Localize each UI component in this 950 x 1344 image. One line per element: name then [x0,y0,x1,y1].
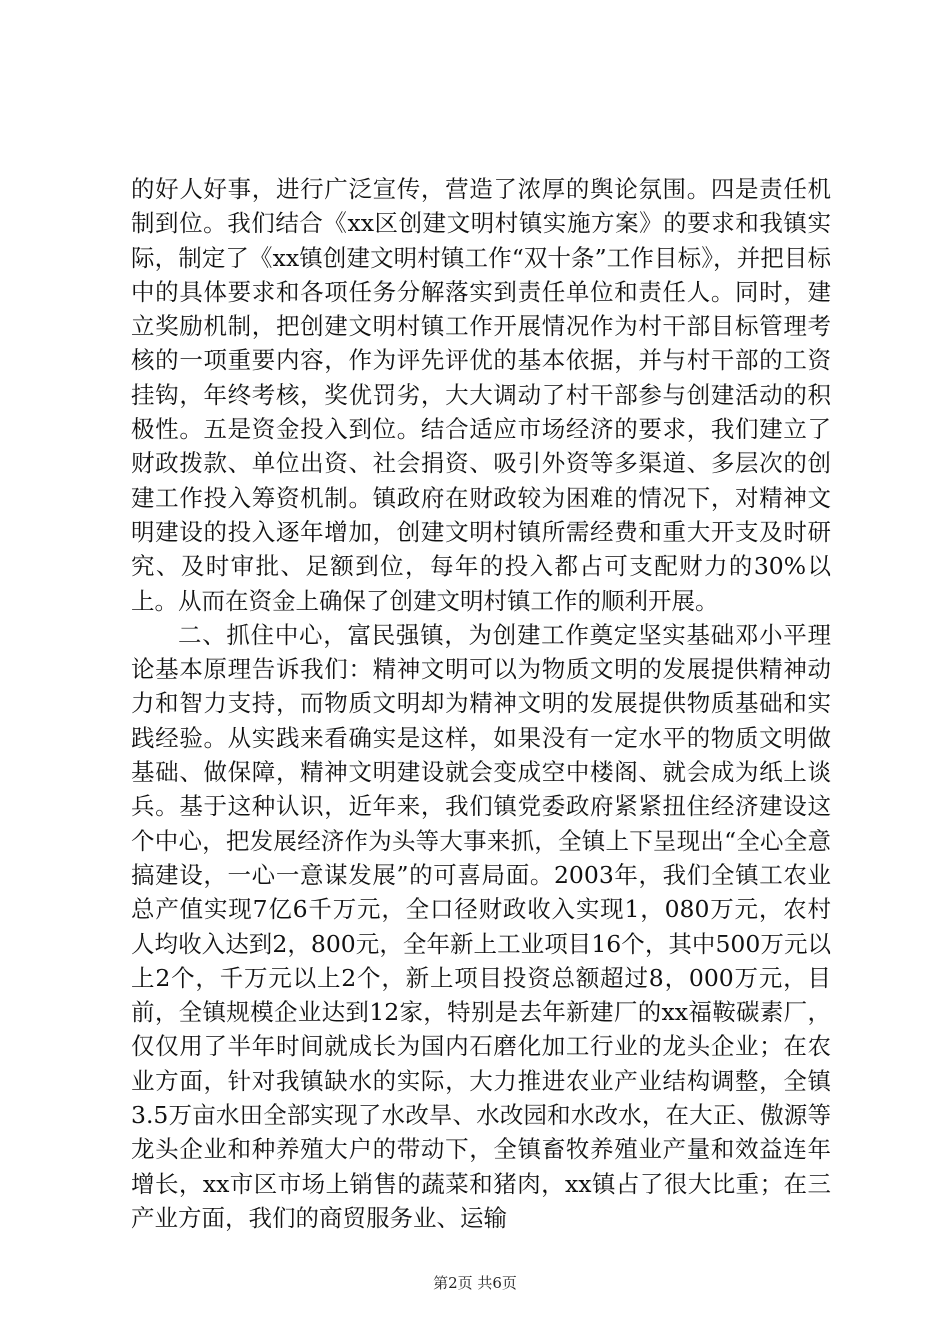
page-number-label: 第2页 共6页 [433,1274,517,1292]
paragraph-2: 二、抓住中心，富民强镇，为创建工作奠定坚实基础邓小平理论基本原理告诉我们：精神文明可以为物质文明的发展提供精神动力和智力支持，而物质文明却为精神文明的发展提供物质基础和实践经验。从实践来看确实是这样，如果没有一定水平的物质文明做基础、做保障，精神文明建设就会变成空中楼阁、就会成为纸上谈兵。基于这种认识，近年来，我们镇党委政府紧紧扭住经济建设这个中心，把发展经济作为头等大事来抓，全镇上下呈现出“全心全意搞建设，一心一意谋发展”的可喜局面。2003年，我们全镇工农业总产值实现7亿6千万元，全口径财政收入实现1，080万元，农村人均收入达到2，800元，全年新上工业项目16个，其中500万元以上2个，千万元以上2个，新上项目投资总额超过8，000万元，目前，全镇规模企业达到12家，特别是去年新建厂的xx福鞍碳素厂，仅仅用了半年时间就成长为国内石磨化加工行业的龙头企业；在农业方面，针对我镇缺水的实际，大力推进农业产业结构调整，全镇3.5万亩水田全部实现了水改旱、水改园和水改水，在大正、傲源等龙头企业和种养殖大户的带动下，全镇畜牧养殖业产量和效益连年增长，xx市区市场上销售的蔬菜和猪肉，xx镇占了很大比重；在三产业方面，我们的商贸服务业、运输 [131,620,831,1232]
page-footer [0,1272,950,1293]
paragraph-1: 的好人好事，进行广泛宣传，营造了浓厚的舆论氛围。四是责任机制到位。我们结合《xx区创建文明村镇实施方案》的要求和我镇实际，制定了《xx镇创建文明村镇工作“双十条”工作目标》，并把目标中的具体要求和各项任务分解落实到责任单位和责任人。同时，建立奖励机制，把创建文明村镇工作开展情况作为村干部目标管理考核的一项重要内容，作为评先评优的基本依据，并与村干部的工资挂钩，年终考核，奖优罚劣，大大调动了村干部参与创建活动的积极性。五是资金投入到位。结合适应市场经济的要求，我们建立了财政拨款、单位出资、社会捐资、吸引外资等多渠道、多层次的创建工作投入筹资机制。镇政府在财政较为困难的情况下，对精神文明建设的投入逐年增加，创建文明村镇所需经费和重大开支及时研究、及时审批、足额到位，每年的投入都占可支配财力的30%以上。从而在资金上确保了创建文明村镇工作的顺利开展。 [131,175,831,615]
body-text [131,172,831,1235]
